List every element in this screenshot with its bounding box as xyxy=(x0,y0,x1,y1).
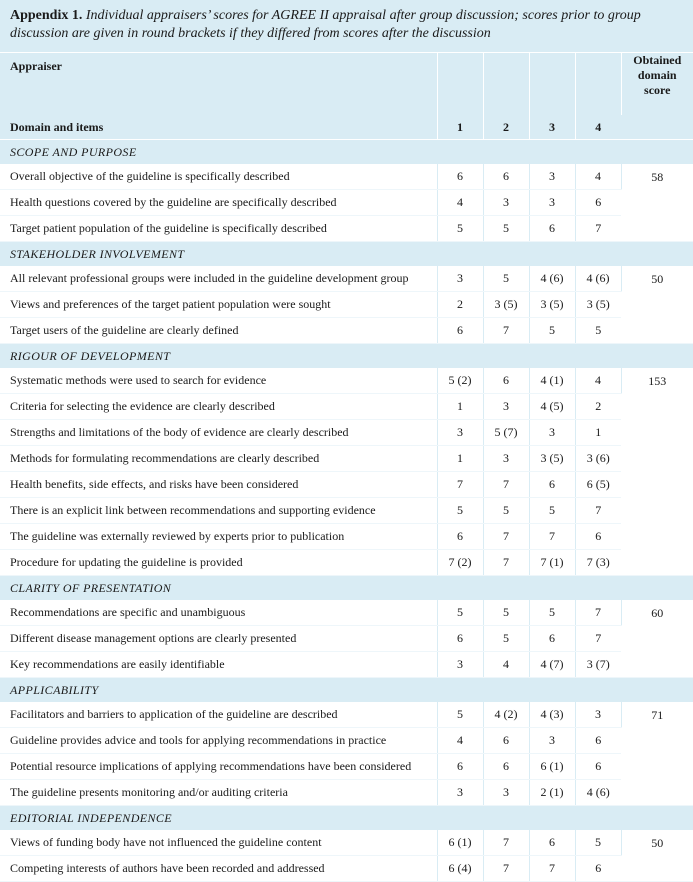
appraiser-4-score: 6 xyxy=(575,856,621,882)
appraiser-3-score: 4 (7) xyxy=(529,652,575,678)
item-text: Criteria for selecting the evidence are clearly described xyxy=(0,394,437,420)
item-text: Guideline provides advice and tools for applying recommendations in practice xyxy=(0,728,437,754)
appraiser-1-score: 7 (2) xyxy=(437,550,483,576)
score-header-line: score xyxy=(622,83,693,98)
table-row xyxy=(0,216,693,242)
table-row xyxy=(0,368,693,394)
appraiser-3-score: 4 (3) xyxy=(529,702,575,728)
appraiser-2-score: 5 xyxy=(483,600,529,626)
appraiser-1-score: 5 xyxy=(437,498,483,524)
table-row xyxy=(0,652,693,678)
appraiser-2-score: 5 xyxy=(483,266,529,292)
appraiser-2-score: 5 xyxy=(483,498,529,524)
item-text: Systematic methods were used to search for evidence xyxy=(0,368,437,394)
table-row xyxy=(0,394,693,420)
item-text: Target users of the guideline are clearly defined xyxy=(0,318,437,344)
item-text: Health benefits, side effects, and risks have been considered xyxy=(0,472,437,498)
appraiser-1-score: 6 xyxy=(437,754,483,780)
domain-section-row xyxy=(0,140,693,165)
table-row xyxy=(0,318,693,344)
appraiser-1-score: 5 xyxy=(437,216,483,242)
appraiser-4-score: 7 xyxy=(575,626,621,652)
table-row xyxy=(0,600,693,626)
domain-score: 71 xyxy=(621,702,693,806)
appraiser-3-score: 6 xyxy=(529,216,575,242)
appraiser-3-score: 6 xyxy=(529,830,575,856)
table-row xyxy=(0,830,693,856)
domain-score: 153 xyxy=(621,368,693,576)
appraiser-1-header: 1 xyxy=(437,115,483,140)
table-row xyxy=(0,190,693,216)
appraiser-1-score: 3 xyxy=(437,780,483,806)
table-row xyxy=(0,292,693,318)
appraiser-4-score: 5 xyxy=(575,318,621,344)
appraiser-2-score: 5 xyxy=(483,216,529,242)
domain-score: 60 xyxy=(621,600,693,678)
appraiser-2-score: 6 xyxy=(483,164,529,190)
domain-section-row xyxy=(0,806,693,831)
appraiser-4-score: 7 xyxy=(575,216,621,242)
domain-section-row xyxy=(0,242,693,267)
table-row xyxy=(0,266,693,292)
appraiser-1-score: 4 xyxy=(437,190,483,216)
appraiser-3-score: 3 xyxy=(529,420,575,446)
appraiser-4-score: 4 (6) xyxy=(575,266,621,292)
appraiser-4-score: 2 xyxy=(575,394,621,420)
appraiser-1-score: 1 xyxy=(437,446,483,472)
appraiser-4-score: 7 xyxy=(575,498,621,524)
item-text: Overall objective of the guideline is specifically described xyxy=(0,164,437,190)
appraiser-4-score: 4 xyxy=(575,164,621,190)
appraiser-3-score: 3 xyxy=(529,190,575,216)
appraiser-2-score: 3 xyxy=(483,446,529,472)
item-text: Competing interests of authors have been recorded and addressed xyxy=(0,856,437,882)
item-text: Procedure for updating the guideline is provided xyxy=(0,550,437,576)
appraiser-3-score: 3 xyxy=(529,728,575,754)
appraiser-2-score: 5 xyxy=(483,626,529,652)
appraiser-2-score: 6 xyxy=(483,368,529,394)
appraiser-2-score: 4 (2) xyxy=(483,702,529,728)
table-row xyxy=(0,626,693,652)
domain-name: EDITORIAL INDEPENDENCE xyxy=(0,806,693,831)
item-text: Different disease management options are clearly presented xyxy=(0,626,437,652)
item-text: Methods for formulating recommendations are clearly described xyxy=(0,446,437,472)
score-header-line: Obtained xyxy=(622,53,693,68)
appraiser-2-score: 5 (7) xyxy=(483,420,529,446)
appraiser-1-score: 3 xyxy=(437,420,483,446)
table-row xyxy=(0,780,693,806)
domain-section-row xyxy=(0,344,693,369)
appraiser-header: Appraiser xyxy=(0,53,437,115)
appraiser-3-score: 7 xyxy=(529,524,575,550)
appraiser-3-score: 3 (5) xyxy=(529,292,575,318)
appraiser-4-score: 6 xyxy=(575,754,621,780)
domain-score: 50 xyxy=(621,830,693,882)
appraiser-1-score: 6 (1) xyxy=(437,830,483,856)
caption-text: Individual appraisers’ scores for AGREE II appraisal after group discussion; scores prior to group discussion are given in round brackets if they differed from scores after the discussion xyxy=(10,8,641,41)
domain-name: RIGOUR OF DEVELOPMENT xyxy=(0,344,693,369)
appraiser-2-header: 2 xyxy=(483,115,529,140)
item-text: Recommendations are specific and unambiguous xyxy=(0,600,437,626)
appraiser-4-score: 1 xyxy=(575,420,621,446)
appraiser-3-score: 6 (1) xyxy=(529,754,575,780)
appraiser-2-score: 3 xyxy=(483,780,529,806)
item-text: The guideline was externally reviewed by experts prior to publication xyxy=(0,524,437,550)
domain-section-row xyxy=(0,678,693,703)
header-spacer xyxy=(575,53,621,115)
appraiser-3-score: 5 xyxy=(529,498,575,524)
appraiser-1-score: 6 xyxy=(437,626,483,652)
header-row-domain xyxy=(0,115,693,140)
appraiser-4-score: 4 xyxy=(575,368,621,394)
appraiser-1-score: 5 xyxy=(437,600,483,626)
appraiser-4-score: 5 xyxy=(575,830,621,856)
table-body xyxy=(0,53,693,882)
header-spacer xyxy=(437,53,483,115)
appraiser-2-score: 6 xyxy=(483,754,529,780)
caption-label: Appendix 1. xyxy=(10,8,82,23)
appraiser-2-score: 4 xyxy=(483,652,529,678)
appraiser-1-score: 5 (2) xyxy=(437,368,483,394)
agree-scores-table xyxy=(0,53,693,882)
obtained-domain-score-header xyxy=(621,53,693,140)
appraiser-2-score: 7 xyxy=(483,472,529,498)
appraiser-3-score: 3 (5) xyxy=(529,446,575,472)
table-row xyxy=(0,728,693,754)
domain-score: 58 xyxy=(621,164,693,242)
item-text: Views and preferences of the target patient population were sought xyxy=(0,292,437,318)
appraiser-3-score: 4 (1) xyxy=(529,368,575,394)
appraiser-4-score: 6 xyxy=(575,728,621,754)
appraiser-4-header: 4 xyxy=(575,115,621,140)
table-caption xyxy=(0,0,693,53)
appraiser-1-score: 4 xyxy=(437,728,483,754)
appraiser-2-score: 6 xyxy=(483,728,529,754)
appraiser-1-score: 6 xyxy=(437,524,483,550)
table-row xyxy=(0,446,693,472)
header-row-appraiser xyxy=(0,53,693,115)
appraiser-3-score: 6 xyxy=(529,626,575,652)
domain-name: CLARITY OF PRESENTATION xyxy=(0,576,693,601)
appraiser-3-score: 7 xyxy=(529,856,575,882)
appraiser-2-score: 7 xyxy=(483,524,529,550)
table-row xyxy=(0,472,693,498)
appraiser-1-score: 3 xyxy=(437,266,483,292)
appraiser-2-score: 3 (5) xyxy=(483,292,529,318)
appraiser-3-score: 4 (6) xyxy=(529,266,575,292)
appraiser-4-score: 3 (6) xyxy=(575,446,621,472)
appraiser-1-score: 6 xyxy=(437,164,483,190)
domain-name: SCOPE AND PURPOSE xyxy=(0,140,693,165)
table-row xyxy=(0,498,693,524)
appraiser-1-score: 6 (4) xyxy=(437,856,483,882)
item-text: Health questions covered by the guideline are specifically described xyxy=(0,190,437,216)
appraiser-1-score: 1 xyxy=(437,394,483,420)
appraiser-4-score: 4 (6) xyxy=(575,780,621,806)
item-text: Facilitators and barriers to application of the guideline are described xyxy=(0,702,437,728)
domain-name: STAKEHOLDER INVOLVEMENT xyxy=(0,242,693,267)
domain-name: APPLICABILITY xyxy=(0,678,693,703)
appraiser-3-score: 2 (1) xyxy=(529,780,575,806)
appraiser-1-score: 2 xyxy=(437,292,483,318)
appraiser-2-score: 3 xyxy=(483,394,529,420)
appraiser-2-score: 3 xyxy=(483,190,529,216)
item-text: There is an explicit link between recommendations and supporting evidence xyxy=(0,498,437,524)
item-text: Strengths and limitations of the body of evidence are clearly described xyxy=(0,420,437,446)
header-spacer xyxy=(483,53,529,115)
appraiser-1-score: 5 xyxy=(437,702,483,728)
appraiser-3-score: 5 xyxy=(529,318,575,344)
table-row xyxy=(0,164,693,190)
appraiser-1-score: 3 xyxy=(437,652,483,678)
item-text: Key recommendations are easily identifiable xyxy=(0,652,437,678)
table-row xyxy=(0,420,693,446)
appraiser-4-score: 7 (3) xyxy=(575,550,621,576)
domain-section-row xyxy=(0,576,693,601)
domain-score: 50 xyxy=(621,266,693,344)
appraiser-3-score: 3 xyxy=(529,164,575,190)
table-row xyxy=(0,754,693,780)
appraiser-2-score: 7 xyxy=(483,318,529,344)
appraiser-3-score: 4 (5) xyxy=(529,394,575,420)
table-row xyxy=(0,524,693,550)
appraiser-3-score: 6 xyxy=(529,472,575,498)
appraiser-4-score: 6 xyxy=(575,190,621,216)
item-text: Potential resource implications of applying recommendations have been considered xyxy=(0,754,437,780)
table-row xyxy=(0,702,693,728)
table-row xyxy=(0,550,693,576)
appraiser-4-score: 3 (7) xyxy=(575,652,621,678)
appraiser-4-score: 6 (5) xyxy=(575,472,621,498)
appraiser-3-score: 7 (1) xyxy=(529,550,575,576)
item-text: Views of funding body have not influenced the guideline content xyxy=(0,830,437,856)
appraiser-4-score: 3 (5) xyxy=(575,292,621,318)
appraiser-3-score: 5 xyxy=(529,600,575,626)
appraiser-3-header: 3 xyxy=(529,115,575,140)
item-text: All relevant professional groups were included in the guideline development group xyxy=(0,266,437,292)
appraiser-2-score: 7 xyxy=(483,550,529,576)
appraiser-1-score: 7 xyxy=(437,472,483,498)
appraiser-4-score: 3 xyxy=(575,702,621,728)
appraiser-4-score: 7 xyxy=(575,600,621,626)
appraiser-2-score: 7 xyxy=(483,856,529,882)
item-text: Target patient population of the guideline is specifically described xyxy=(0,216,437,242)
appraiser-1-score: 6 xyxy=(437,318,483,344)
item-text: The guideline presents monitoring and/or auditing criteria xyxy=(0,780,437,806)
appraiser-4-score: 6 xyxy=(575,524,621,550)
header-spacer xyxy=(529,53,575,115)
score-header-line: domain xyxy=(622,68,693,83)
appraiser-2-score: 7 xyxy=(483,830,529,856)
domain-items-header: Domain and items xyxy=(0,115,437,140)
